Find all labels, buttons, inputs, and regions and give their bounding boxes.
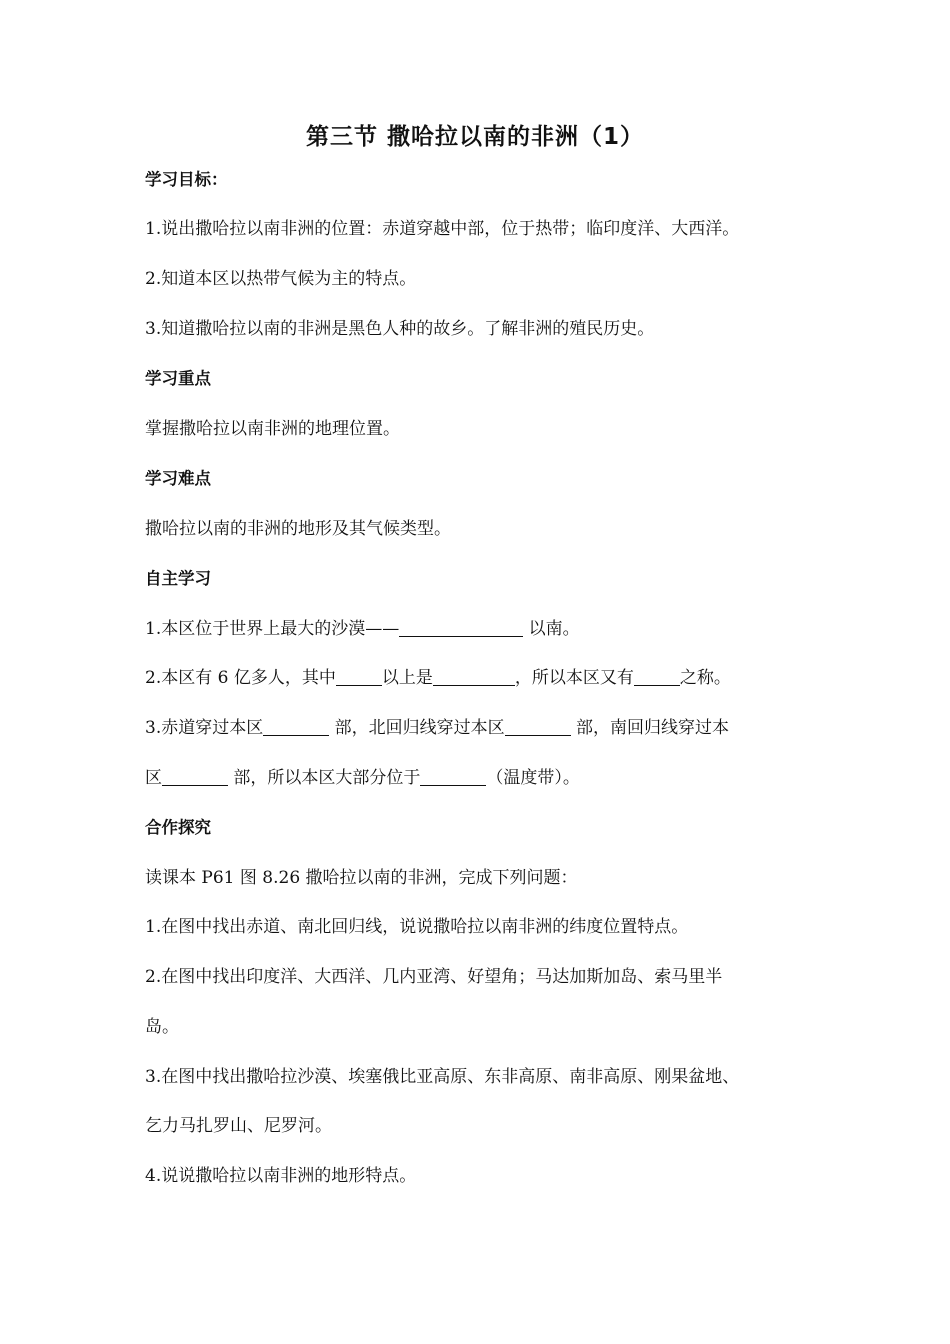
cooperation-intro: 读课本 P61 图 8.26 撒哈拉以南的非洲，完成下列问题： (145, 868, 578, 888)
self-study-question-2 (145, 666, 835, 690)
q2-text-a: 2.本区有 6 亿多人，其中 (145, 668, 336, 688)
objective-item-3: 3.知道撒哈拉以南的非洲是黑色人种的故乡。了解非洲的殖民历史。 (145, 319, 655, 339)
q2-blank-percent[interactable] (336, 667, 382, 686)
self-study-question-1 (145, 617, 835, 641)
objective-item-2: 2.知道本区以热带气候为主的特点。 (145, 269, 417, 289)
q3-text-f: （温度带）。 (486, 768, 580, 788)
q2-blank-race[interactable] (433, 667, 515, 686)
difficulty-text: 撒哈拉以南的非洲的地形及其气候类型。 (145, 519, 451, 539)
q3-blank-tropic-capricorn[interactable] (162, 767, 228, 786)
cooperation-heading: 合作探究 (145, 818, 211, 837)
difficulty-heading: 学习难点 (145, 469, 211, 488)
q1-blank-desert[interactable] (399, 618, 523, 637)
cooperation-item-2: 2.在图中找出印度洋、大西洋、几内亚湾、好望角；马达加斯加岛、索马里半 (145, 967, 723, 987)
q2-blank-nickname[interactable] (634, 667, 680, 686)
q2-text-c: ，所以本区又有 (514, 668, 634, 688)
cooperation-item-3-cont: 乞力马扎罗山、尼罗河。 (145, 1116, 332, 1136)
self-study-question-3-line-2 (145, 766, 835, 790)
q3-text-e: 部，所以本区大部分位于 (228, 768, 421, 788)
cooperation-item-3: 3.在图中找出撒哈拉沙漠、埃塞俄比亚高原、东非高原、南非高原、刚果盆地、 (145, 1067, 740, 1087)
q3-text-b: 部，北回归线穿过本区 (329, 718, 505, 738)
q1-text-b: 以南。 (523, 619, 580, 639)
q3-blank-temperature-zone[interactable] (420, 767, 486, 786)
q2-text-b: 以上是 (381, 668, 433, 688)
objectives-heading: 学习目标： (145, 170, 228, 189)
q3-blank-equator[interactable] (263, 717, 329, 736)
page-title: 第三节 撒哈拉以南的非洲（1） (305, 124, 644, 150)
q3-text-d: 区 (145, 768, 162, 788)
self-study-heading: 自主学习 (145, 569, 211, 588)
q3-text-c: 部，南回归线穿过本 (570, 718, 730, 738)
key-point-heading: 学习重点 (145, 369, 211, 388)
cooperation-item-1: 1.在图中找出赤道、南北回归线，说说撒哈拉以南非洲的纬度位置特点。 (145, 917, 689, 937)
q2-text-d: 之称。 (679, 668, 731, 688)
q1-text-a: 1.本区位于世界上最大的沙漠—— (145, 619, 400, 639)
q3-text-a: 3.赤道穿过本区 (145, 718, 264, 738)
cooperation-item-2-cont: 岛。 (145, 1017, 179, 1037)
objective-item-1: 1.说出撒哈拉以南非洲的位置：赤道穿越中部，位于热带；临印度洋、大西洋。 (145, 219, 740, 239)
q3-blank-tropic-cancer[interactable] (505, 717, 571, 736)
cooperation-item-4: 4.说说撒哈拉以南非洲的地形特点。 (145, 1166, 417, 1186)
self-study-question-3-line-1 (145, 716, 835, 740)
key-point-text: 掌握撒哈拉以南非洲的地理位置。 (145, 419, 400, 439)
